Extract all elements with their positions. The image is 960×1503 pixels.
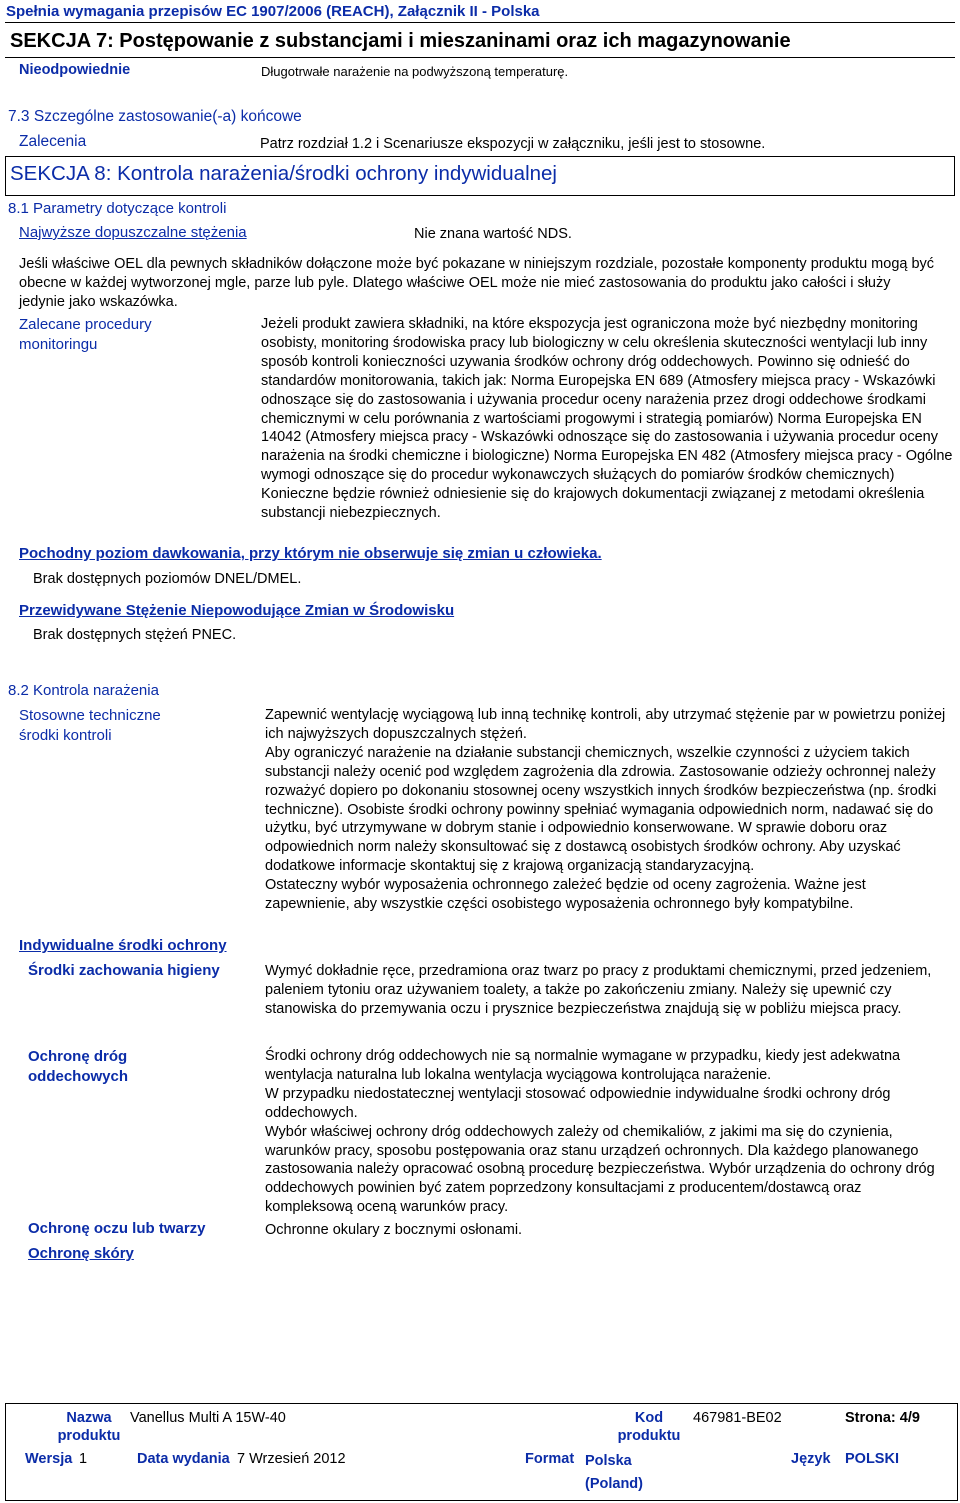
footer-issue-date-label: Data wydania [137, 1451, 230, 1467]
engineering-paragraph-1: Zapewnić wentylację wyciągową lub inną technikę kontroli, aby utrzymać stężenie par w powietrzu poniżej ich najwyższych dopuszczalnych stężeń. [265, 707, 946, 742]
footer-version-value: 1 [79, 1451, 88, 1467]
footer-format-value [585, 1450, 643, 1496]
incompatible-label: Nieodpowiednie [19, 62, 131, 78]
respiratory-label-line-2: oddechowych [28, 1068, 129, 1085]
footer-product-name-label-line-2: produktu [57, 1428, 121, 1444]
oel-label: Najwyższe dopuszczalne stężenia [19, 224, 247, 241]
footer-language-label: Język [791, 1451, 831, 1467]
section-7-title: SEKCJA 7: Postępowanie z substancjami i mieszaninami oraz ich magazynowanie [10, 30, 791, 52]
monitoring-label-line-2: monitoringu [19, 336, 98, 353]
incompatible-value: Długotrwałe narażenie na podwyższoną temperaturę. [261, 64, 569, 79]
section-7-divider [5, 57, 955, 58]
respiratory-label [28, 1047, 128, 1087]
ppe-label: Indywidualne środki ochrony [19, 937, 227, 954]
footer-language-value: POLSKI [845, 1451, 899, 1467]
footer-product-code-label [614, 1409, 684, 1445]
respiratory-paragraph-1: Środki ochrony dróg oddechowych nie są normalnie wymagane w przypadku, kiedy jest adekwatna wentylacja naturalna lub lokalna wentylacja wyciągowa kontrolująca narażenie. [265, 1048, 901, 1083]
pnec-value: Brak dostępnych stężeń PNEC. [33, 627, 237, 643]
section-8-title: SEKCJA 8: Kontrola narażenia/środki ochrony indywidualnej [10, 162, 557, 185]
respiratory-label-line-1: Ochronę dróg [28, 1048, 128, 1065]
footer-format-value-line-2: (Poland) [585, 1476, 643, 1492]
engineering-paragraph-3: Ostateczny wybór wyposażenia ochronnego zależeć będzie od oceny zagrożenia. Ważne jest zapewnienie, aby wszystkie części osobistego wyposażenia ochronnego były kompatybilne. [265, 877, 866, 913]
footer-product-name: Vanellus Multi A 15W-40 [130, 1410, 286, 1426]
hygiene-text: Wymyć dokładnie ręce, przedramiona oraz twarz po pracy z produktami chemicznymi, przed jedzeniem, paleniem tytoniu oraz używaniem toalety, a także po zakończeniu zmiany. Należy się upewnić czy stanowiska do przemywania oczu i prysznice bezpieczeństwa znajdują się w pobliżu miejsca pracy. [265, 963, 932, 1017]
footer-product-code: 467981-BE02 [693, 1410, 782, 1426]
eye-protection-value: Ochronne okulary z bocznymi osłonami. [265, 1222, 523, 1238]
skin-protection-label: Ochronę skóry [28, 1245, 134, 1262]
subsection-8-2-title: 8.2 Kontrola narażenia [8, 682, 159, 699]
footer-format-label: Format [525, 1451, 575, 1467]
footer-page-number: Strona: 4/9 [845, 1410, 920, 1426]
engineering-paragraph-2: Aby ograniczyć narażenie na działanie substancji chemicznych, wszelkie czynności z użyciem takich substancji należy ocenić pod względem zagrożenia dla zdrowia. Zastosowanie odzieży ochronnej należy rozważyć dopiero po dokonaniu stosownej oceny wszystkich innych środków bezpieczeństwa (np. środki techniczne). Osobiste środki ochrony powinny spełniać wymagania odpowiednich norm, nadawać się do użytku, być utrzymywane w dobrym stanie i odpowiednio konserwowane. W sprawie doboru oraz odpowiednich norm należy skonsultować się z dostawcą osobistych środków ochrony. Aby uzyskać dodatkowe informacje skontaktuj się z krajową organizacją standaryzacyjną. [265, 744, 937, 875]
hygiene-label: Środki zachowania higieny [28, 962, 220, 979]
footer-version-label: Wersja [25, 1451, 73, 1467]
compliance-header: Spełnia wymagania przepisów EC 1907/2006 (REACH), Załącznik II - Polska [6, 3, 540, 20]
footer-product-code-label-line-2: produktu [617, 1428, 681, 1444]
footer-product-name-label-line-1: Nazwa [66, 1410, 112, 1426]
respiratory-paragraph-3: Wybór właściwej ochrony dróg oddechowych zależy od chemikaliów, z jakimi ma się do czynienia, warunków pracy, sposobu postępowania oraz stanu urządzeń ochronnych. Dla każdego planowanego zastosowania należy opracować osobną procedurę bezpieczeństwa. Wybór urządzenia do ochrony dróg oddechowych powinien być zatem poprzedzony konsultacjami z producentem/dostawcą oraz kompleksową oceną warunków pracy. [265, 1123, 935, 1216]
footer-format-value-line-1: Polska [585, 1453, 632, 1469]
engineering-controls-label [19, 706, 161, 746]
monitoring-label-line-1: Zalecane procedury [19, 316, 152, 333]
recommendations-label: Zalecenia [19, 133, 87, 150]
subsection-8-1-title: 8.1 Parametry dotyczące kontroli [8, 200, 227, 217]
recommendations-value: Patrz rozdział 1.2 i Scenariusze ekspozycji w załączniku, jeśli jest to stosowne. [260, 136, 766, 152]
monitoring-text: Jeżeli produkt zawiera składniki, na które ekspozycja jest ograniczona może być niezbędny monitoring osobisty, monitoring środowiska pracy lub biologiczny w celu określenia skuteczności wentylacji lub inny sposób kontroli konieczności uzywania środków ochrony dróg oddechowych. Powinno się odnieść do standardów monitorowania, takich jak: Norma Europejska EN 689 (Atmosfery miejsca pracy - Wskazówki odnoszące się do zastosowania i używania procedur oceny narażenia przez drogi oddechowe środkami chemicznymi w celu porównania z wartościami progowymi i strategią pomiarów) Norma Europejska EN 14042 (Atmosfery miejsca pracy - Wskazówki odnoszące się do zastosowania i używania procedur oceny narażenia na środki chemiczne i biologiczne) Norma Europejska EN 482 (Atmosfery miejsca pracy - Ogólne wymogi odnoszące się do procedur wykonawczych służących do pomiarów środków chemicznych) Konieczne będzie również odniesienie się do krajowych dokumentacji związanej z metodami określenia substancji niebezpiecznych. [261, 316, 953, 522]
monitoring-label [19, 315, 152, 355]
respiratory-paragraph-2: W przypadku niedostatecznej wentylacji stosować odpowiednie indywidualne środki ochrony dróg oddechowych. [265, 1085, 891, 1121]
engineering-label-line-2: środki kontroli [19, 727, 112, 744]
eye-protection-label: Ochronę oczu lub twarzy [28, 1220, 206, 1237]
footer-issue-date-value: 7 Wrzesień 2012 [237, 1451, 346, 1467]
engineering-controls-text [265, 706, 953, 914]
footer-product-name-label [56, 1409, 122, 1445]
respiratory-text [265, 1047, 953, 1217]
pnec-label: Przewidywane Stężenie Niepowodujące Zmian w Środowisku [19, 602, 455, 619]
dnel-value: Brak dostępnych poziomów DNEL/DMEL. [33, 571, 302, 587]
oel-note: Jeśli właściwe OEL dla pewnych składników dołączone może być pokazane w niniejszym rozdziale, pozostałe komponenty produktu mogą być obecne w każdej wytworzonej mgle, parze lub pyle. Dlatego właściwe OEL może nie mieć zastosowania do produktu jako całości i służy jedynie jako wskazówka. [19, 256, 935, 310]
subsection-7-3-title: 7.3 Szczególne zastosowanie(-a) końcowe [8, 108, 302, 125]
footer-product-code-label-line-1: Kod [634, 1410, 664, 1426]
engineering-label-line-1: Stosowne techniczne [19, 707, 161, 724]
oel-value: Nie znana wartość NDS. [414, 226, 572, 242]
header-divider [5, 22, 955, 23]
dnel-label: Pochodny poziom dawkowania, przy którym nie obserwuje się zmian u człowieka. [19, 545, 602, 562]
